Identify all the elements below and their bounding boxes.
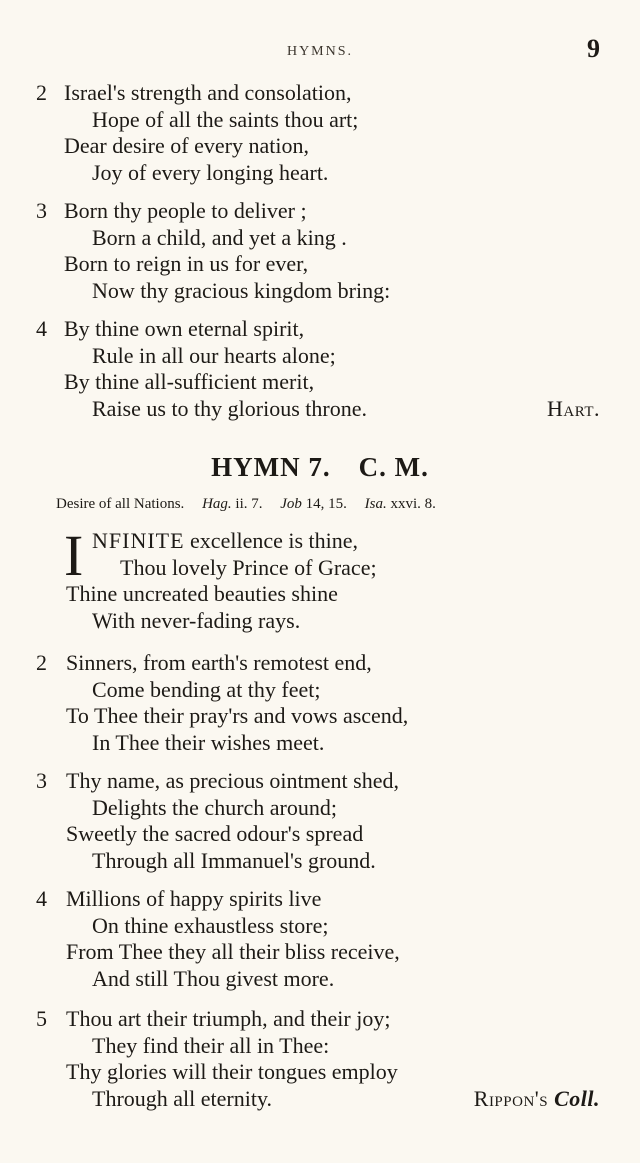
verse-line: They find their all in Thee: [92, 1032, 330, 1058]
page-number: 9 [587, 34, 600, 63]
verse-line: And still Thou givest more. [92, 965, 335, 991]
hymn6-stanza-3 [0, 198, 640, 304]
verse-line: Born thy people to deliver ; [64, 198, 307, 223]
hymn7-attribution: Rippon's Coll. [473, 1085, 600, 1111]
hymn6-stanza-2 [0, 80, 640, 186]
scripture-reference: Isa. xxvi. 8. [364, 496, 436, 512]
verse-line: Born to reign in us for ever, [64, 251, 309, 276]
stanza-number: 3 [36, 198, 47, 223]
verse-line: Through all eternity. [92, 1085, 273, 1111]
verse-line: Raise us to thy glorious throne. [92, 395, 367, 421]
scripture-reference: Hag. ii. 7. [202, 496, 263, 512]
hymn7-stanza-3 [0, 768, 640, 874]
hymn7-stanza-2 [0, 650, 640, 756]
subtitle-theme: Desire of all Nations. [56, 496, 185, 512]
verse-line: Through all Immanuel's ground. [92, 847, 376, 873]
verse-line: NFINITE excellence is thine, [92, 528, 359, 553]
stanza-number: 4 [36, 316, 47, 341]
stanza-number: 2 [36, 80, 47, 105]
verse-line: Joy of every longing heart. [92, 159, 329, 185]
verse-line: Hope of all the saints thou art; [92, 106, 359, 132]
verse-line: Now thy gracious kingdom bring: [92, 277, 391, 303]
verse-line: Born a child, and yet a king . [92, 224, 347, 250]
verse-line: By thine all-sufficient merit, [64, 369, 315, 394]
verse-line: To Thee their pray'rs and vows ascend, [66, 703, 409, 728]
verse-line: Thine uncreated beauties shine [66, 581, 338, 606]
verse-line: Sinners, from earth's remotest end, [66, 650, 372, 675]
hymn7-stanza-4 [0, 886, 640, 992]
stanza-number: 2 [36, 650, 47, 675]
verse-line: From Thee they all their bliss receive, [66, 939, 400, 964]
verse-line: Thy name, as precious ointment shed, [66, 768, 399, 793]
verse-line: Dear desire of every nation, [64, 133, 309, 158]
verse-line: Thy glories will their tongues employ [66, 1059, 398, 1084]
running-head: HYMNS. [286, 44, 354, 59]
verse-line: Thou lovely Prince of Grace; [120, 554, 377, 580]
scripture-reference: Job 14, 15. [280, 496, 347, 512]
hymn7-stanza-1 [0, 523, 640, 634]
verse-line: Delights the church around; [92, 794, 337, 820]
hymn-meter: C. M. [358, 452, 429, 482]
verse-line: By thine own eternal spirit, [64, 316, 305, 341]
hymn7-stanza-5 [0, 1006, 640, 1112]
verse-line: With never-fading rays. [92, 607, 301, 633]
verse-line: Millions of happy spirits live [66, 886, 322, 911]
stanza-number: 4 [36, 886, 47, 911]
hymn-subtitle [56, 496, 616, 513]
verse-line: Thou art their triumph, and their joy; [66, 1006, 391, 1031]
verse-line: Rule in all our hearts alone; [92, 342, 336, 368]
verse-line: In Thee their wishes meet. [92, 729, 325, 755]
verse-line: Come bending at thy feet; [92, 676, 321, 702]
verse-line: Sweetly the sacred odour's spread [66, 821, 364, 846]
hymn-title [0, 452, 640, 483]
verse-line: Israel's strength and consolation, [64, 80, 352, 105]
hymn6-attribution: Hart. [547, 395, 600, 421]
hymn6-stanza-4 [0, 316, 640, 422]
drop-cap: I [64, 523, 84, 588]
stanza-number: 3 [36, 768, 47, 793]
hymn-number: HYMN 7. [211, 452, 331, 482]
verse-line: On thine exhaustless store; [92, 912, 329, 938]
stanza-number: 5 [36, 1006, 47, 1031]
